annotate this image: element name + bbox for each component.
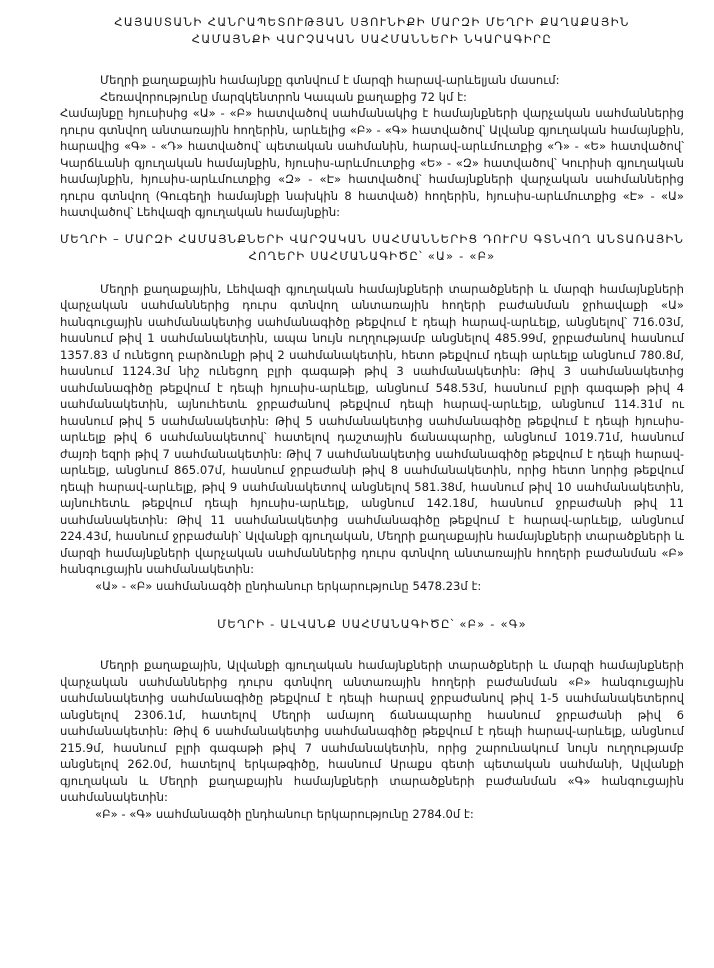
section-1-title: [60, 231, 684, 265]
section-2-title-line: ՄԵՂՐԻ - ԱԼՎԱՆՔ ՍԱՀՄԱՆԱԳԻԾԸ՝ «Բ» - «Գ»: [217, 617, 527, 631]
section-2-title: [60, 616, 684, 633]
title-line-2: ՀԱՄԱՅՆՔԻ ՎԱՐՉԱԿԱՆ ՍԱՀՄԱՆՆԵՐԻ ՆԿԱՐԱԳԻՐԸ: [191, 32, 553, 46]
section-1-body: Մեղրի քաղաքային, Լեհվազի գյուղական համայնքների տարածքների և մարզի համայնքների վարչական սահմաններից դուրս գտնվող անտառային հողերի բաժանման ջրհավաքի «Ա» հանգուցային սահմանակետից սահմանագիծը թեքվում է դեպի հարավ-արևելք, անցնելով՝ 716.03մ, հասնում թիվ 1 սահմանակետին, ապա նույն ուղղությամբ անցնելով 485.99մ, ջրբաժանով հասնում 1357.83 մ ունեցող բարձունքի թիվ 2 սահմանակետին, հետո թեքվում դեպի արևելք անցնում 780.8մ, հասնում 1124.3մ նիշ ունեցող բլրի գագաթի թիվ 3 սահմանակետին: Թիվ 3 սահմանակետից սահմանագիծը թեքվում է դեպի հյուսիս-արևելք, անցնում 548.53մ, հասնում բլրի գագաթի թիվ 4 սահմանակետին, այնուհետև ջրբաժանով թեքվում դեպի հարավ-արևելք, անցնում 114.31մ ու հասնում թիվ 5 սահմանակետին: Թիվ 5 սահմանակետից սահմանագիծը թեքվում է դեպի հյուսիս-արևելք թիվ 6 սահմանակետով՝ հատելով դաշտային ճանապարհը, անցնում 1019.71մ, հասնում ժայռի եզրի թիվ 7 սահմանակետին: Թիվ 7 սահմանակետից սահմանագիծը թեքվում է դեպի հարավ-արևելք, անցնում 865.07մ, հասնում ջրբաժանի թիվ 8 սահմանակետին, որից հետո նորից թեքվում դեպի հարավ-արևելք, թիվ 9 սահմանակետով անցնելով 581.38մ, հասնում թիվ 10 սահմանակետին, այնուհետև թեքվում դեպի հյուսիս-արևելք, անցնում 142.18մ, հասնում ջրբաժանի թիվ 11 սահմանակետին: Թիվ 11 սահմանակետից սահմանագիծը թեքվում է հարավ-արևելք, անցնում 224.43մ, հասնում ջրբաժանի՝ Ալվանքի գյուղական, Մեղրի քաղաքային համայնքների տարածքների և մարզի համայնքների վարչական սահմաններից դուրս գտնվող անտառային հողերի բաժանման «Բ» հանգուցային սահմանակետին:: [60, 281, 684, 576]
document-title: [60, 14, 684, 48]
section-2-total-length: «Բ» - «Գ» սահմանագծի ընդհանուր երկարությունը 2784.0մ է:: [95, 806, 474, 821]
section-1-title-line-1: ՄԵՂՐԻ – ՄԱՐԶԻ ՀԱՄԱՅՆՔՆԵՐԻ ՎԱՐՉԱԿԱՆ ՍԱՀՄԱՆՆԵՐԻՑ ԴՈՒՐՍ ԳՏՆՎՈՂ ԱՆՏԱՌԱՅԻՆ: [60, 231, 685, 246]
intro-location: Մեղրի քաղաքային համայնքը գտնվում է մարզի հարավ-արևելյան մասում:: [100, 73, 560, 87]
section-2-body: Մեղրի քաղաքային, Ալվանքի գյուղական համայնքների տարածքների և մարզի համայնքների վարչական սահմաններից դուրս գտնվող անտառային հողերի բաժանման «Բ» հանգուցային սահմանակետից սահմանագիծը թեքվում է դեպի հարավ ջրբաժանով թիվ 1-5 սահմանակետերով անցնելով 2306.1մ, հատելով Մեղրի ամայող ճանապարհը հասնում ջրբաժանի թիվ 6 սահմանակետին: Թիվ 6 սահմանակետից սահմանագիծը թեքվում է դեպի հարավ-արևելք, անցնում 215.9մ, հասնում բլրի գագաթի թիվ 7 սահմանակետին, որից շարունակում նույն ուղղությամբ անցնելով 262.0մ, հատելով երկաթգիծը, հասնում Արաքս գետի պետական սահմանի, Ալվանքի գյուղական և Մեղրի քաղաքային համայնքների տարածքների բաժանման «Գ» հանգուցային սահմանակետին:: [60, 658, 684, 804]
intro-boundaries: Համայնքը հյուսիսից «Ա» - «Բ» հատվածով սահմանակից է համայնքների վարչական սահմաններից դուրս գտնվող անտառային հողերին, արևելից «Բ» - «Գ» հատվածով՝ Ալվանք գյուղական համայնքին, հարավից «Գ» - «Դ» հատվածով՝ պետական սահմանին, հարավ-արևմուտքից «Դ» - «Ե» հատվածով՝ Կարճևանի գյուղական համայնքին, հյուսիս-արևմուտքից «Ե» - «Զ» հատվածով՝ Կուրիսի գյուղական համայնքին, հյուսիս-արևմուտքից «Զ» - «Է» հատվածով՝ համայնքների վարչական սահմաններից դուրս գտնվող (Գուգեղի համայնքի նախկին 8 հատված) հողերին, հյուսիս-արևմուտքից «Է» - «Ա» հատվածով՝ Լեհվազի գյուղական համայնքին:: [60, 106, 684, 219]
intro-distance: Հեռավորությունը մարզկենտրոն Կապան քաղաքից 72 կմ է:: [100, 89, 467, 104]
section-1-total-length: «Ա» - «Բ» սահմանագծի ընդհանուր երկարությունը 5478.23մ է:: [95, 578, 482, 593]
title-line-1: ՀԱՅԱՍՏԱՆԻ ՀԱՆՐԱՊԵՏՈՒԹՅԱՆ ՍՅՈՒՆԻՔԻ ՄԱՐԶԻ ՄԵՂՐԻ ՔԱՂԱՔԱՅԻՆ: [114, 15, 630, 29]
section-1-title-line-2: ՀՈՂԵՐԻ ՍԱՀՄԱՆԱԳԻԾԸ՝ «Ա» - «Բ»: [248, 248, 496, 263]
